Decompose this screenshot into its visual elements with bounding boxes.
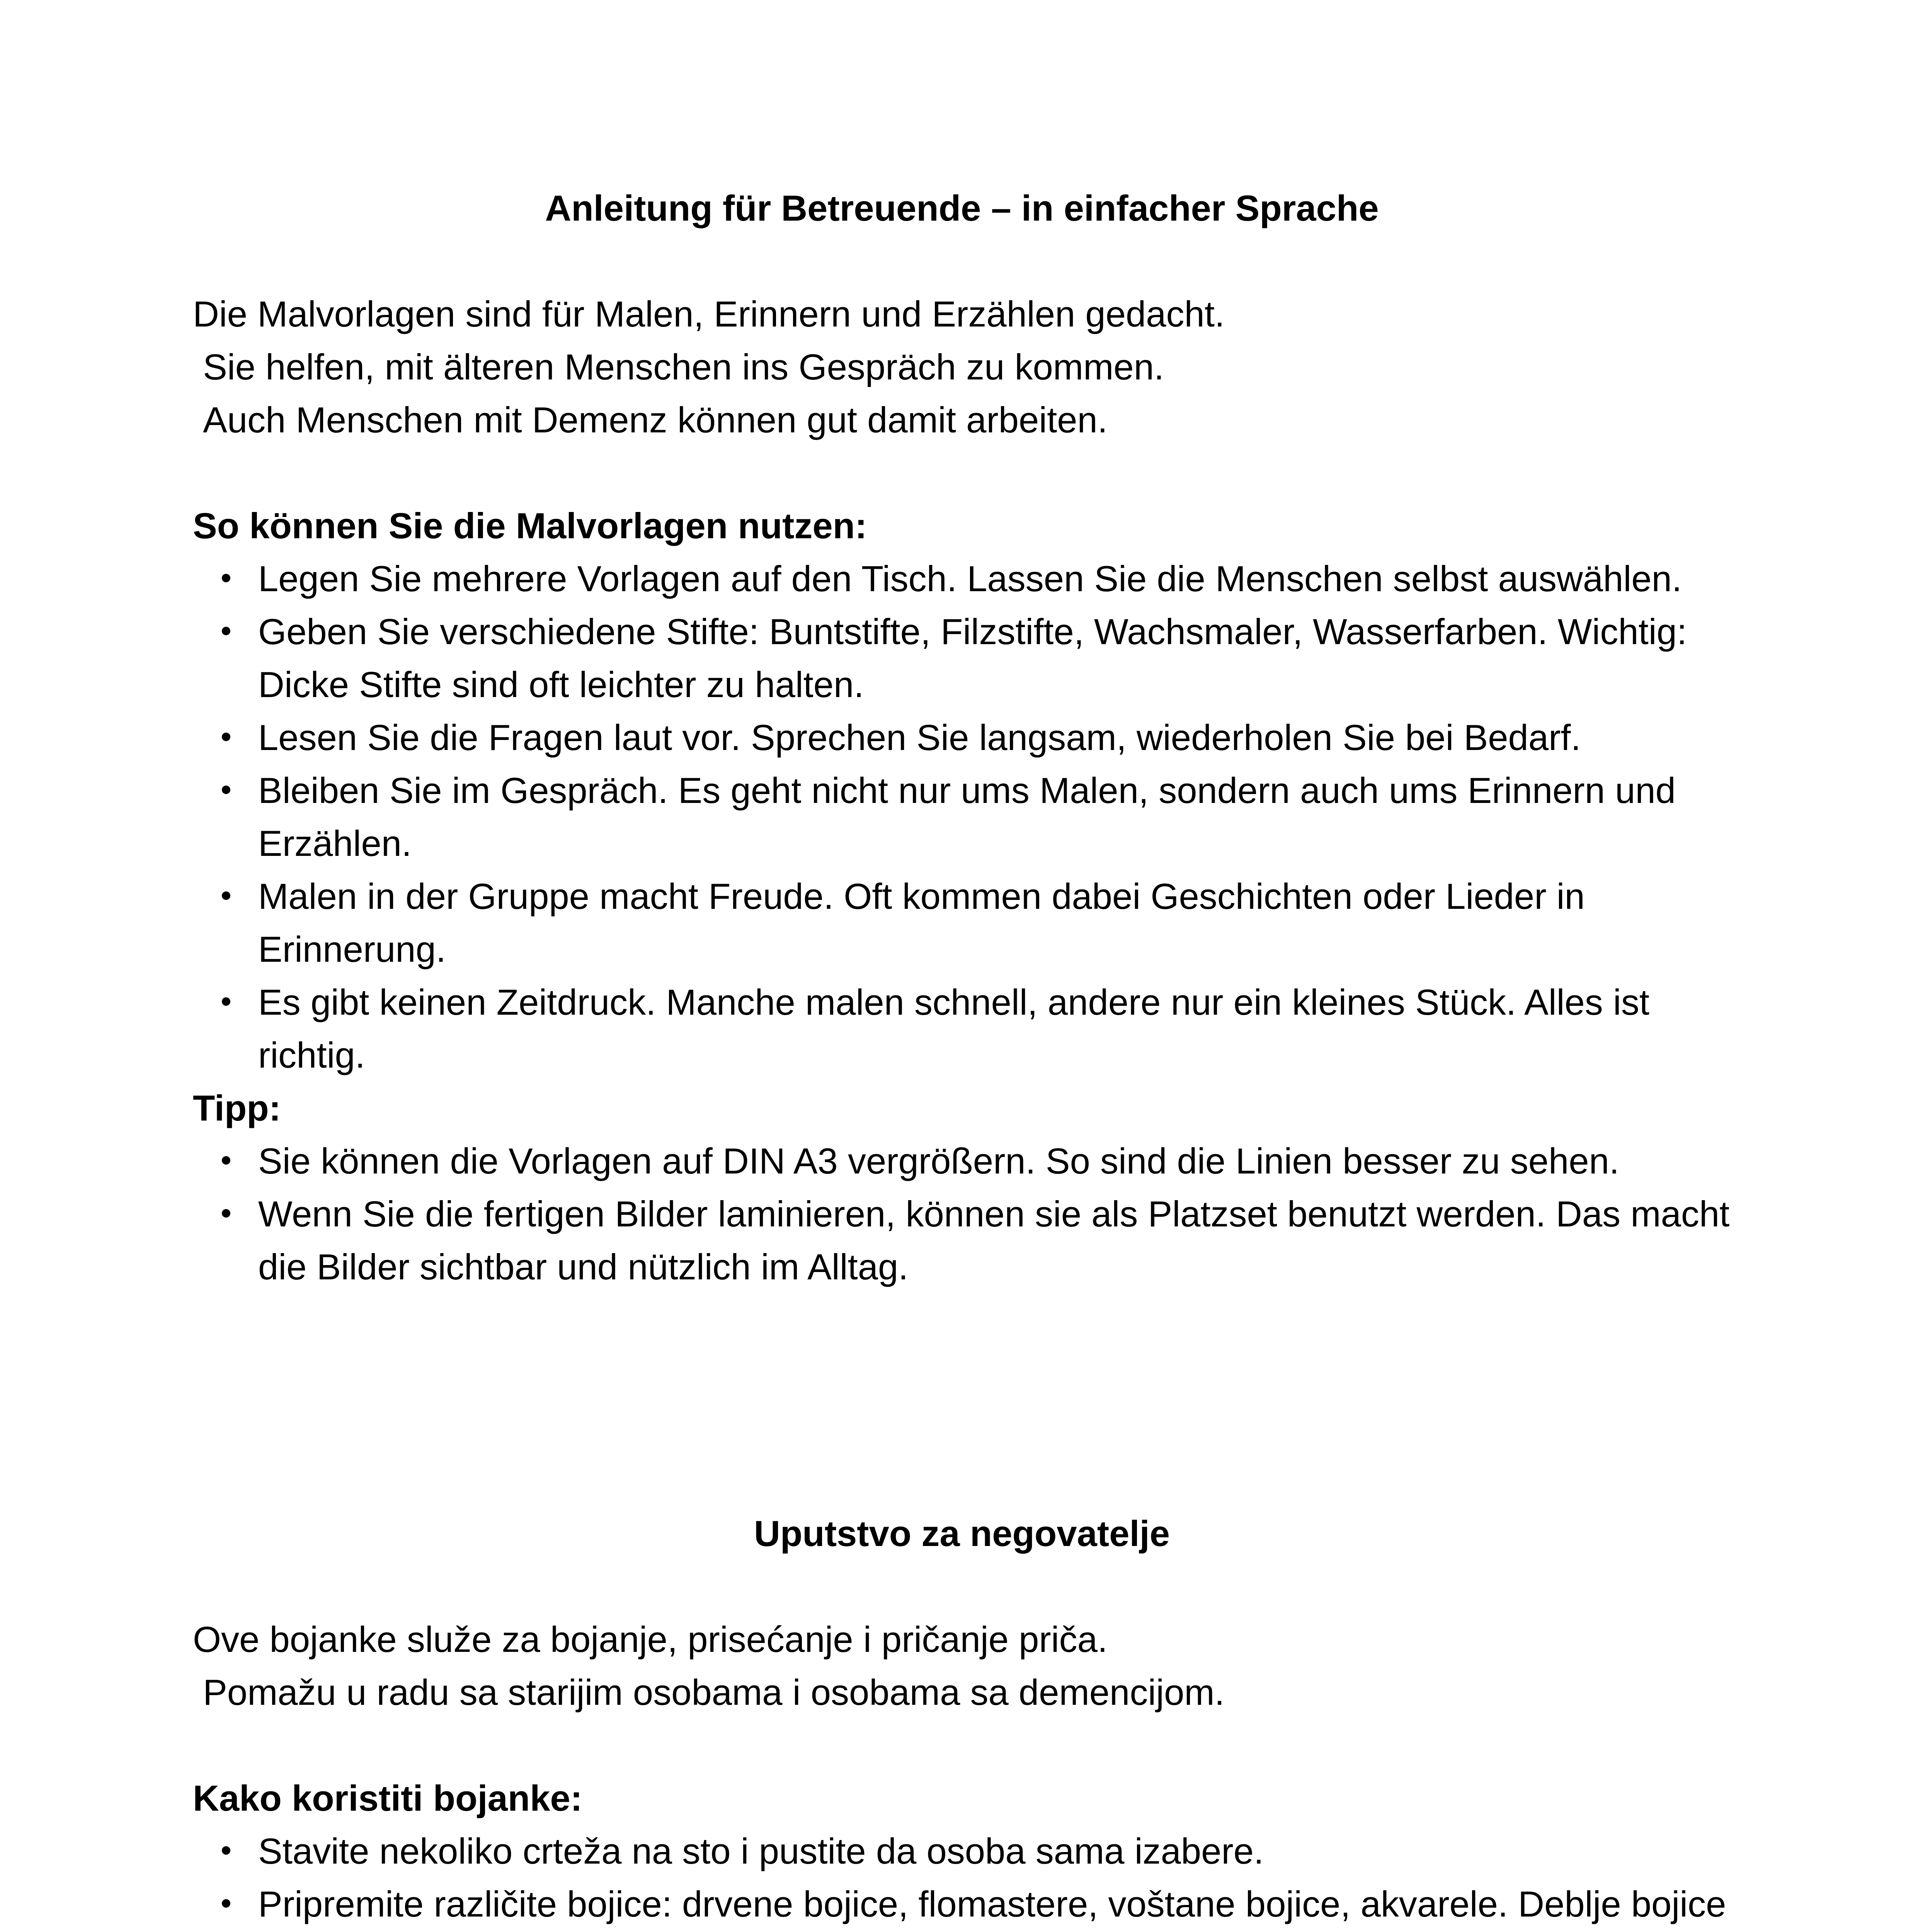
german-title: Anleitung für Betreuende – in einfacher Sprache: [545, 188, 1379, 228]
serbian-intro-line: Ove bojanke služe za bojanje, prisećanje i pričanje priča.: [193, 1619, 1108, 1660]
list-item-text: Stavite nekoliko crteža na sto i pustite da osoba sama izabere.: [258, 1831, 1264, 1871]
list-item-text: Lesen Sie die Fragen laut vor. Sprechen Sie langsam, wiederholen Sie bei Bedarf.: [258, 717, 1581, 758]
list-item: [193, 976, 1731, 1082]
list-item: [193, 764, 1731, 870]
bullet-icon: [222, 891, 230, 900]
list-item-text: Malen in der Gruppe macht Freude. Oft kommen dabei Geschichten oder Lieder in Erinnerung.: [258, 876, 1585, 969]
list-item: [193, 870, 1731, 976]
bullet-icon: [222, 1899, 230, 1908]
serbian-intro: [193, 1613, 1731, 1719]
bullet-icon: [222, 733, 230, 741]
list-item-text: Sie können die Vorlagen auf DIN A3 vergrößern. So sind die Linien besser zu sehen.: [258, 1141, 1619, 1181]
list-item-text: Wenn Sie die fertigen Bilder laminieren, können sie als Platzset benutzt werden. Das macht die Bilder sichtbar und nützlich im Alltag.: [258, 1194, 1730, 1287]
list-item-text: Geben Sie verschiedene Stifte: Buntstifte, Filzstifte, Wachsmaler, Wasserfarben. Wichtig: Dicke Stifte sind oft leichter zu halten.: [258, 611, 1687, 705]
german-tip-heading: Tipp:: [193, 1088, 281, 1128]
german-section: [193, 182, 1731, 1293]
list-item-text: Es gibt keinen Zeitdruck. Manche malen schnell, andere nur ein kleines Stück. Alles ist richtig.: [258, 982, 1649, 1075]
serbian-intro-line: Pomažu u radu sa starijim osobama i osobama sa demencijom.: [193, 1672, 1225, 1713]
list-item: [193, 711, 1731, 764]
bullet-icon: [222, 1846, 230, 1855]
german-usage-heading: So können Sie die Malvorlagen nutzen:: [193, 505, 867, 546]
bullet-icon: [222, 1156, 230, 1165]
list-item: [193, 1187, 1731, 1293]
bullet-icon: [222, 997, 230, 1006]
list-item-text: Bleiben Sie im Gespräch. Es geht nicht nur ums Malen, sondern auch ums Erinnern und Erzählen.: [258, 770, 1676, 864]
serbian-section: [193, 1507, 1731, 1932]
bullet-icon: [222, 574, 230, 582]
list-item: [193, 552, 1731, 605]
bullet-icon: [222, 1209, 230, 1218]
serbian-usage-heading: Kako koristiti bojanke:: [193, 1778, 583, 1818]
german-intro: [193, 287, 1731, 446]
german-intro-line: Sie helfen, mit älteren Menschen ins Gespräch zu kommen.: [193, 347, 1164, 387]
list-item-text: Pripremite različite bojice: drvene bojice, flomastere, voštane bojice, akvarele. Deblje bojice: [258, 1884, 1726, 1924]
serbian-title: Uputstvo za negovatelje: [754, 1513, 1170, 1554]
list-item: [193, 605, 1731, 711]
list-item: [193, 1825, 1731, 1878]
bullet-icon: [222, 786, 230, 794]
german-intro-line: Die Malvorlagen sind für Malen, Erinnern und Erzählen gedacht.: [193, 294, 1225, 334]
list-item-text: Legen Sie mehrere Vorlagen auf den Tisch. Lassen Sie die Menschen selbst auswählen.: [258, 558, 1682, 599]
list-item: [193, 1134, 1731, 1187]
german-usage-list: [193, 552, 1731, 1082]
german-intro-line: Auch Menschen mit Demenz können gut damit arbeiten.: [193, 400, 1108, 440]
serbian-usage-list: [193, 1825, 1731, 1932]
german-tip-list: [193, 1134, 1731, 1293]
bullet-icon: [222, 627, 230, 635]
list-item: [193, 1878, 1731, 1932]
